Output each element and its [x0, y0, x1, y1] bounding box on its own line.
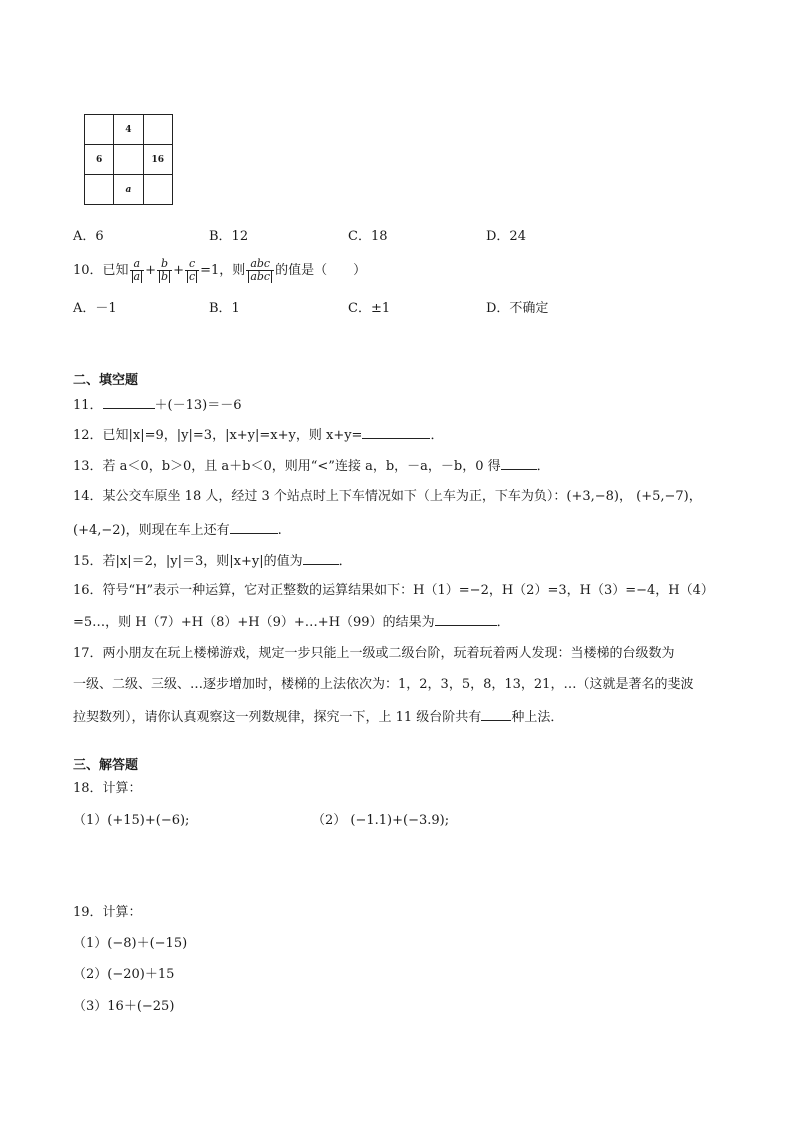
q16-text: =5…，则 H（7）+H（8）+H（9）+…+H（99）的结果为	[73, 615, 435, 630]
question-13	[73, 456, 550, 476]
frac-num: a	[130, 258, 145, 271]
q12-text: 12．已知|x|=9，|y|=3，|x+y|=x+y，则 x+y=	[73, 428, 363, 443]
question-17-line2: 一级、二级、三级、…逐步增加时，楼梯的上法依次为：1，2，3，5，8，13，21，…（这就是著名的斐波	[73, 677, 694, 692]
grid-cell	[85, 115, 114, 145]
frac-den: b	[161, 270, 169, 283]
q17-text: 拉契数列），请你认真观察这一列数规律，探究一下，上 11 级台阶共有	[73, 710, 482, 725]
question-18-title: 18．计算：	[73, 781, 142, 796]
q16-end: ．	[496, 615, 510, 630]
q9-option-a: A．6	[73, 229, 104, 244]
q15-end: ．	[338, 554, 352, 569]
frac-num: abc	[246, 258, 274, 271]
answer-blank	[230, 520, 278, 534]
grid-cell: 6	[85, 145, 114, 175]
question-14-line1: 14．某公交车原坐 18 人，经过 3 个站点时上下车情况如下（上车为正，下车为负）：(+3,−8)， (+5,−7)，	[73, 489, 702, 504]
frac-num: c	[185, 258, 199, 271]
q10-option-d: D．不确定	[486, 301, 549, 316]
number-grid	[84, 114, 173, 205]
grid-cell	[143, 175, 172, 205]
q10-option-c: C．±1	[348, 301, 391, 316]
question-19-part2: （2）(−20)＋15	[73, 967, 175, 982]
answer-blank	[501, 456, 537, 470]
grid-cell: 4	[114, 115, 143, 145]
answer-blank	[435, 612, 497, 626]
q10-option-b: B．1	[209, 301, 240, 316]
fraction	[246, 258, 274, 283]
question-19-title: 19．计算：	[73, 905, 142, 920]
grid-cell	[85, 175, 114, 205]
grid-cell: a	[114, 175, 143, 205]
question-18-part1: （1）(+15)+(−6);	[73, 813, 190, 828]
grid-cell	[114, 145, 143, 175]
frac-num: b	[157, 258, 172, 271]
q13-end: ．	[536, 459, 550, 474]
question-17-line3	[73, 707, 563, 727]
answer-blank	[362, 425, 430, 439]
q10-eq: =1，则	[200, 263, 246, 278]
q15-text: 15．若|x|＝2，|y|＝3，则|x+y|的值为	[73, 554, 303, 569]
q10-option-a: A．－1	[73, 301, 117, 316]
question-12	[73, 425, 443, 445]
answer-blank	[303, 551, 339, 565]
q14-text: (+4,−2)，则现在车上还有	[73, 523, 230, 538]
question-17-line1: 17．两小朋友在玩上楼梯游戏，规定一步只能上一级或二级台阶，玩着玩着两人发现：当楼梯的台级数为	[73, 646, 675, 661]
frac-den: abc	[250, 270, 271, 283]
question-15	[73, 551, 352, 571]
q11-prefix: 11．	[73, 398, 103, 413]
q9-option-b: B．12	[209, 229, 249, 244]
fraction	[185, 258, 199, 283]
question-10: 10．已知 $\frac{a}{a}$ + $\frac{b}{b}$ + $\frac{c}{c}$ =1，则 $\frac{\text{abc}}{\text{abc}}$ 的值是（ ）	[73, 257, 367, 283]
grid-cell: 16	[143, 145, 172, 175]
question-16-line1: 16．符号“H”表示一种运算，它对正整数的运算结果如下：H（1）=−2，H（2）=3，H（3）=−4，H（4）	[73, 583, 714, 598]
q12-end: ．	[430, 428, 444, 443]
question-11	[73, 395, 242, 415]
frac-den: a	[133, 270, 141, 283]
grid-cell	[143, 115, 172, 145]
fraction	[130, 258, 145, 283]
q11-suffix: ＋(－13)＝－6	[154, 398, 242, 413]
answer-blank	[481, 707, 511, 721]
q13-text: 13．若 a＜0，b＞0，且 a＋b＜0，则用“<”连接 a，b，－a，－b，0 得	[73, 459, 501, 474]
section-title-fill-blank: 二、填空题	[73, 373, 139, 388]
question-18-part2: （2） (−1.1)+(−3.9);	[312, 813, 450, 828]
q14-end: .	[277, 523, 282, 538]
q9-option-c: C．18	[348, 229, 388, 244]
frac-den: c	[188, 270, 196, 283]
question-14-line2	[73, 520, 282, 540]
question-19-part3: （3）16＋(−25)	[73, 999, 175, 1014]
question-19-part1: （1）(−8)＋(−15)	[73, 936, 188, 951]
q10-prefix: 10．已知	[73, 263, 129, 278]
q9-option-d: D．24	[486, 229, 526, 244]
q17-end: 种上法．	[511, 710, 564, 725]
fraction	[157, 258, 172, 283]
section-title-answer: 三、解答题	[73, 758, 139, 773]
answer-blank	[103, 395, 155, 409]
q10-suffix: 的值是（ ）	[275, 263, 367, 278]
question-16-line2	[73, 612, 510, 632]
